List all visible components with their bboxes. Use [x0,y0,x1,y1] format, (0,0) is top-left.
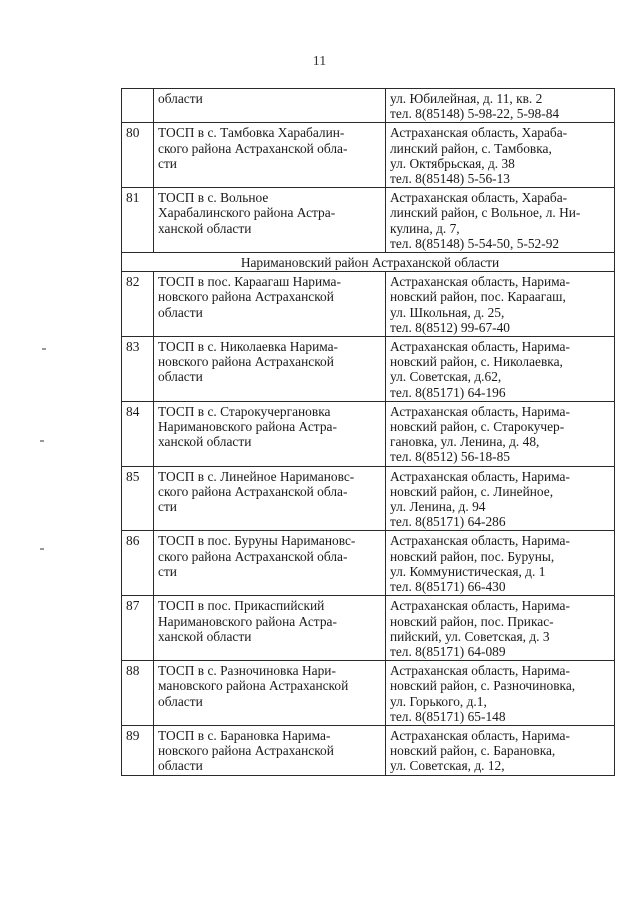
row-address [386,188,615,253]
row-name [154,272,386,337]
address-line: ул. Советская, д. 12, [390,758,505,774]
row-address [386,725,615,775]
address-line: Астраханская область, Хараба- [390,125,568,141]
name-line: области [158,758,203,774]
name-line: ТОСП в с. Старокучергановка [158,403,331,419]
address-line: тел. 8(85148) 5-54-50, 5-52-92 [390,235,560,251]
table-row [122,188,615,253]
row-number: 81 [122,188,154,253]
scan-mark [40,440,44,442]
name-line: ханской области [158,220,252,236]
row-address [386,466,615,531]
row-address [386,531,615,596]
address-line: ул. Школьная, д. 25, [390,304,505,320]
address-line: тел. 8(85171) 64-196 [390,384,506,400]
address-line: Астраханская область, Нарима- [390,727,570,743]
name-line: Наримановского района Астра- [158,613,337,629]
table-row [122,466,615,531]
address-line: ул. Горького, д.1, [390,693,487,709]
row-name [154,466,386,531]
row-number: 84 [122,401,154,466]
name-line: новского района Астраханской [158,743,334,759]
row-name [154,401,386,466]
registry-table-body [122,89,615,776]
address-line: тел. 8(85148) 5-56-13 [390,171,511,187]
name-line: новского района Астраханской [158,289,334,305]
address-line: ул. Октябрьская, д. 38 [390,155,515,171]
row-number [122,89,154,123]
address-line: новский район, с. Николаевка, [390,354,563,370]
registry-table [121,88,615,776]
name-line: ТОСП в с. Вольное [158,190,269,206]
address-line: ул. Советская, д.62, [390,369,502,385]
table-row [122,123,615,188]
name-line: новского района Астраханской [158,354,334,370]
row-number: 87 [122,596,154,661]
row-number: 88 [122,661,154,726]
address-line: тел. 8(8512) 99-67-40 [390,319,511,335]
address-line: линский район, с. Тамбовка, [390,140,552,156]
name-line: ТОСП в с. Разночиновка Нари- [158,663,336,679]
row-number: 86 [122,531,154,596]
address-line: линский район, с Вольное, л. Ни- [390,205,581,221]
row-number: 80 [122,123,154,188]
table-row [122,337,615,402]
name-line: ТОСП в с. Барановка Нарима- [158,727,331,743]
address-line: ул. Ленина, д. 94 [390,499,486,515]
row-name [154,725,386,775]
address-line: новский район, с. Разночиновка, [390,678,576,694]
name-line: ского района Астраханской обла- [158,140,348,156]
address-line: Астраханская область, Нарима- [390,663,570,679]
address-line: Астраханская область, Хараба- [390,190,568,206]
name-line: ского района Астраханской обла- [158,548,348,564]
row-number: 85 [122,466,154,531]
address-line: пийский, ул. Советская, д. 3 [390,628,550,644]
address-line: Астраханская область, Нарима- [390,468,570,484]
address-line: новский район, с. Линейное, [390,483,554,499]
scan-mark [40,548,44,550]
row-name [154,123,386,188]
address-line: Астраханская область, Нарима- [390,598,570,614]
row-address [386,272,615,337]
row-number: 82 [122,272,154,337]
name-line: ТОСП в с. Линейное Наримановс- [158,468,355,484]
row-name [154,337,386,402]
section-row [122,253,615,272]
row-number: 83 [122,337,154,402]
table-row [122,531,615,596]
name-line: области [158,693,203,709]
address-line: Астраханская область, Нарима- [390,339,570,355]
name-line: ского района Астраханской обла- [158,483,348,499]
address-line: новский район, пос. Буруны, [390,548,555,564]
name-line: ханской области [158,434,252,450]
address-line: новский район, с. Барановка, [390,743,556,759]
row-address [386,401,615,466]
address-line: тел. 8(8512) 56-18-85 [390,449,511,465]
row-name [154,89,386,123]
address-line: тел. 8(85148) 5-98-22, 5-98-84 [390,106,560,122]
table-row [122,401,615,466]
name-line: ханской области [158,628,252,644]
row-address [386,123,615,188]
address-line: Астраханская область, Нарима- [390,403,570,419]
name-line: Наримановского района Астра- [158,419,337,435]
name-line: Харабалинского района Астра- [158,205,336,221]
address-line: Астраханская область, Нарима- [390,533,570,549]
section-title: Наримановский район Астраханской области [122,253,615,272]
address-line: тел. 8(85171) 64-089 [390,643,506,659]
table-row [122,725,615,775]
address-line: новский район, с. Старокучер- [390,419,565,435]
table-row [122,661,615,726]
row-address [386,337,615,402]
name-line: области [158,304,203,320]
row-address [386,596,615,661]
name-line: области [158,91,203,106]
name-line: мановского района Астраханской [158,678,349,694]
table-row-continuation [122,89,615,123]
table-row [122,596,615,661]
name-line: сти [158,563,177,579]
name-line: области [158,369,203,385]
row-name [154,188,386,253]
page-number: 11 [312,54,327,69]
name-line: ТОСП в с. Николаевка Нарима- [158,339,339,355]
name-line: ТОСП в пос. Буруны Наримановс- [158,533,356,549]
row-address [386,89,615,123]
address-line: новский район, пос. Прикас- [390,613,554,629]
scan-mark [42,348,46,350]
name-line: ТОСП в с. Тамбовка Харабалин- [158,125,345,141]
address-line: ул. Юбилейная, д. 11, кв. 2 [390,91,543,106]
address-line: новский район, пос. Караагаш, [390,289,566,305]
table-row [122,272,615,337]
name-line: сти [158,155,177,171]
address-line: Астраханская область, Нарима- [390,274,570,290]
address-line: тел. 8(85171) 65-148 [390,708,506,724]
address-line: гановка, ул. Ленина, д. 48, [390,434,540,450]
row-address [386,661,615,726]
address-line: тел. 8(85171) 66-430 [390,579,506,595]
name-line: ТОСП в пос. Караагаш Нарима- [158,274,341,290]
name-line: сти [158,499,177,515]
name-line: ТОСП в пос. Прикаспийский [158,598,325,614]
row-name [154,531,386,596]
address-line: кулина, д. 7, [390,220,460,236]
row-name [154,596,386,661]
address-line: тел. 8(85171) 64-286 [390,514,506,530]
row-name [154,661,386,726]
address-line: ул. Коммунистическая, д. 1 [390,563,546,579]
row-number: 89 [122,725,154,775]
